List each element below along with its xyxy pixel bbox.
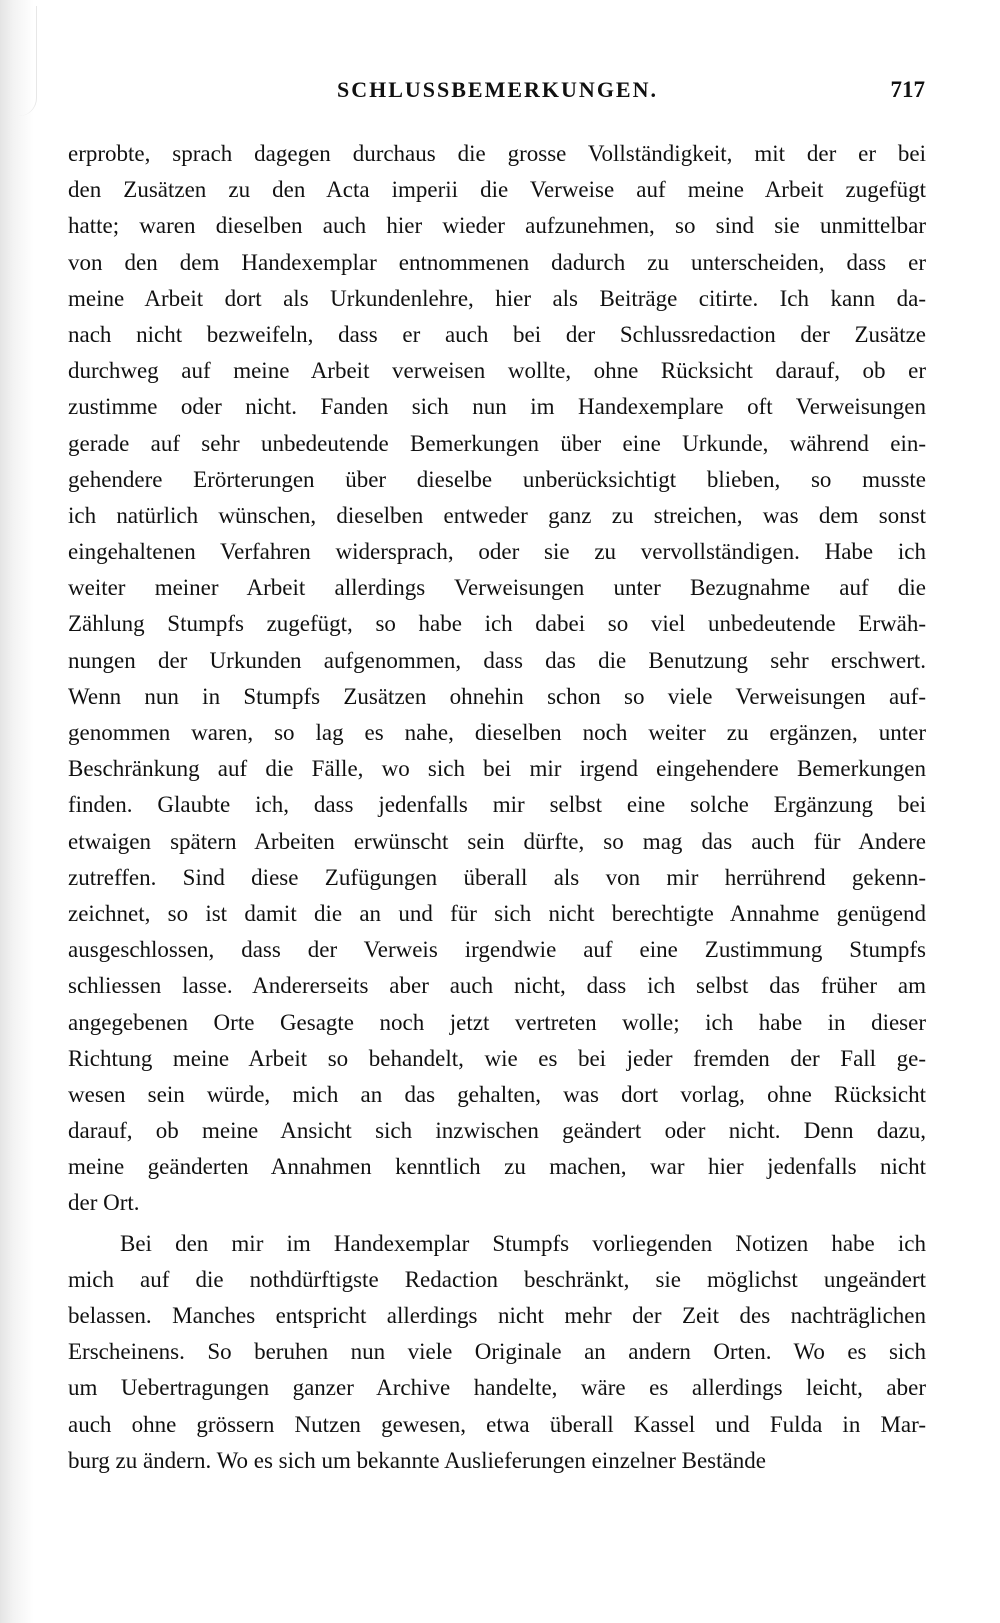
page-edge-shadow (0, 0, 34, 1623)
text-line: ausgeschlossen, dass der Verweis irgendwie auf eine Zustimmung Stumpfs (68, 937, 926, 963)
text-line: zeichnet, so ist damit die an und für sich nicht berechtigte Annahme genügend (68, 900, 926, 926)
text-line: von den dem Handexemplar entnommenen dadurch zu unterscheiden, dass er (68, 249, 926, 275)
running-head: SCHLUSSBEMERKUNGEN. (336, 77, 658, 102)
page-number: 717 (890, 77, 925, 102)
text-line: weiter meiner Arbeit allerdings Verweisungen unter Bezugnahme auf die (68, 575, 926, 601)
text-line: Richtung meine Arbeit so behandelt, wie es bei jeder fremden der Fall ge- (68, 1045, 926, 1071)
text-line: belassen. Manches entspricht allerdings nicht mehr der Zeit des nachträglichen (68, 1303, 926, 1328)
text-line: wesen sein würde, mich an das gehalten, was dort vorlag, ohne Rücksicht (68, 1081, 926, 1107)
text-line: finden. Glaubte ich, dass jedenfalls mir selbst eine solche Ergänzung bei (68, 792, 926, 818)
page-corner-mark (6, 6, 37, 116)
body-text (68, 136, 926, 1479)
text-line: angegebenen Orte Gesagte noch jetzt vertreten wolle; ich habe in dieser (68, 1009, 926, 1035)
text-line: darauf, ob meine Ansicht sich inzwischen geändert oder nicht. Denn dazu, (68, 1118, 926, 1144)
text-line: gerade auf sehr unbedeutende Bemerkungen über eine Urkunde, während ein- (68, 430, 926, 456)
text-line: mich auf die nothdürftigste Redaction beschränkt, sie möglichst ungeändert (68, 1266, 926, 1292)
text-line: zustimme oder nicht. Fanden sich nun im Handexemplare oft Verweisungen (68, 394, 926, 420)
paragraph-2 (68, 1226, 926, 1479)
page-header (70, 70, 925, 110)
text-line: der Ort. (68, 1190, 140, 1216)
text-line: zutreffen. Sind diese Zufügungen überall als von mir herrührend gekenn- (68, 864, 926, 890)
text-line: ich natürlich wünschen, dieselben entweder ganz zu streichen, was dem sonst (68, 502, 926, 528)
text-line: nach nicht bezweifeln, dass er auch bei der Schlussredaction der Zusätze (68, 321, 926, 347)
text-line: genommen waren, so lag es nahe, dieselben noch weiter zu ergänzen, unter (68, 720, 926, 745)
text-line: Bei den mir im Handexemplar Stumpfs vorliegenden Notizen habe ich (120, 1230, 926, 1256)
text-line: meine Arbeit dort als Urkundenlehre, hier als Beiträge citirte. Ich kann da- (68, 285, 926, 311)
text-line: Erscheinens. So beruhen nun viele Originale an andern Orten. Wo es sich (68, 1339, 926, 1365)
text-line: etwaigen spätern Arbeiten erwünscht sein dürfte, so mag das auch für Andere (68, 828, 926, 854)
text-line: auch ohne grössern Nutzen gewesen, etwa überall Kassel und Fulda in Mar- (68, 1411, 926, 1437)
text-line: nungen der Urkunden aufgenommen, dass das die Benutzung sehr erschwert. (68, 647, 926, 673)
text-line: erprobte, sprach dagegen durchaus die grosse Vollständigkeit, mit der er bei (68, 141, 926, 166)
text-line: durchweg auf meine Arbeit verweisen wollte, ohne Rücksicht darauf, ob er (68, 358, 926, 384)
text-line: burg zu ändern. Wo es sich um bekannte Auslieferungen einzelner Bestände (68, 1447, 766, 1473)
text-line: Zählung Stumpfs zugefügt, so habe ich dabei so viel unbedeutende Erwäh- (68, 611, 926, 637)
text-line: den Zusätzen zu den Acta imperii die Verweise auf meine Arbeit zugefügt (68, 177, 926, 203)
text-line: Beschränkung auf die Fälle, wo sich bei mir irgend eingehendere Bemerkungen (68, 756, 926, 782)
text-line: meine geänderten Annahmen kenntlich zu machen, war hier jedenfalls nicht (68, 1154, 926, 1180)
text-line: um Uebertragungen ganzer Archive handelte, wäre es allerdings leicht, aber (68, 1375, 926, 1401)
text-line: hatte; waren dieselben auch hier wieder aufzunehmen, so sind sie unmittelbar (68, 213, 926, 239)
paragraph-1 (68, 136, 926, 1222)
text-line: gehendere Erörterungen über dieselbe unberücksichtigt blieben, so musste (68, 466, 926, 492)
text-line: eingehaltenen Verfahren widersprach, oder sie zu vervollständigen. Habe ich (68, 539, 926, 565)
text-line: schliessen lasse. Andererseits aber auch nicht, dass ich selbst das früher am (68, 973, 926, 999)
text-line: Wenn nun in Stumpfs Zusätzen ohnehin schon so viele Verweisungen auf- (68, 683, 926, 709)
